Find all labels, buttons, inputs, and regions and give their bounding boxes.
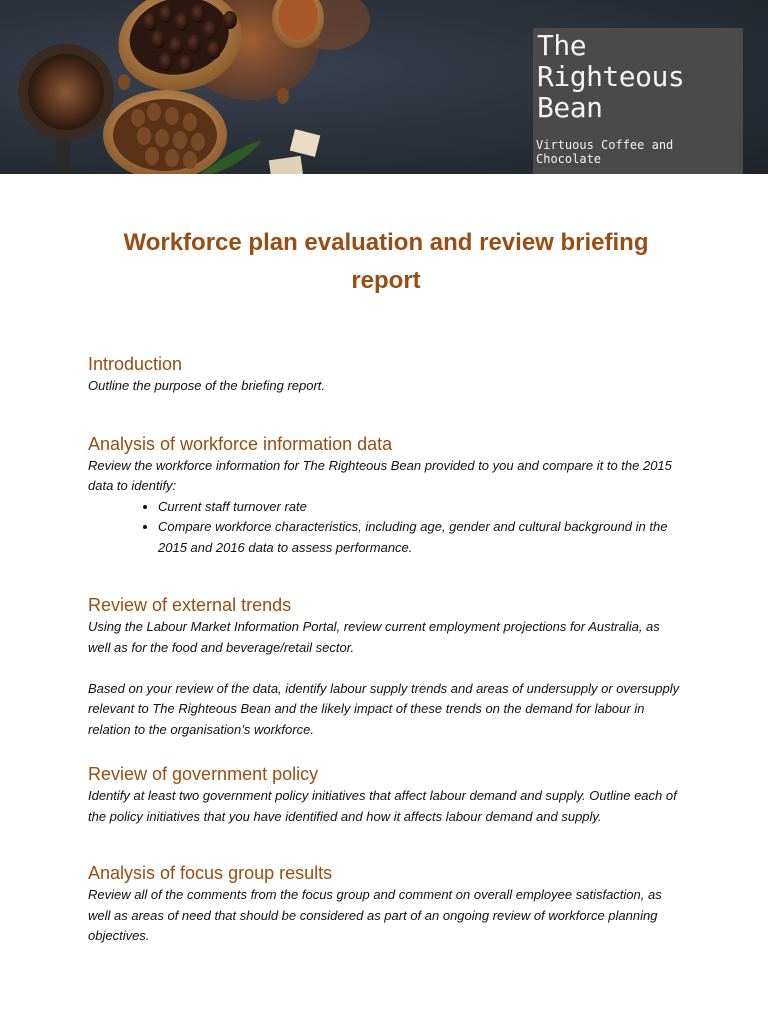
section-heading: Review of government policy	[88, 764, 319, 784]
section-text: Using the Labour Market Information Portal, review current employment projections for Australia, as well as for the food and beverage/retail sector.	[88, 619, 660, 655]
document-title: Workforce plan evaluation and review briefing report	[123, 229, 649, 294]
section-heading: Introduction	[88, 354, 183, 374]
section-text: Outline the purpose of the briefing report.	[88, 378, 326, 393]
bullet-list	[88, 497, 684, 559]
header-banner	[0, 0, 768, 174]
section-text: Review all of the comments from the focus group and comment on overall employee satisfaction, as well as areas of need that should be considered as part of an ongoing review of workforce planning objectives.	[88, 887, 662, 943]
section-introduction	[88, 352, 684, 397]
brand-title: The Righteous Bean	[537, 29, 685, 124]
section-text: Identify at least two government policy initiatives that affect labour demand and supply. Outline each of the policy initiatives that you have identified and how it affects labour demand and supply.	[88, 788, 677, 824]
section-analysis	[88, 432, 684, 559]
brand-subtitle: Virtuous Coffee and Chocolate	[536, 138, 674, 166]
list-item: • Compare workforce characteristics, including age, gender and cultural background in the 2015 and 2016 data to assess performance.	[158, 517, 684, 558]
section-heading: Review of external trends	[88, 595, 292, 615]
section-text: Review the workforce information for The Righteous Bean provided to you and compare it to the 2015 data to identify:	[88, 457, 672, 493]
section-trends	[88, 593, 684, 740]
section-text: Based on your review of the data, identify labour supply trends and areas of undersupply or oversupply relevant to The Righteous Bean and the likely impact of these trends on the demand for labour in relation to the organisation’s workforce.	[88, 680, 680, 737]
section-focus-group	[88, 861, 684, 947]
document-body	[0, 224, 768, 947]
section-heading: Analysis of focus group results	[88, 863, 333, 883]
list-item: • Current staff turnover rate	[158, 497, 684, 518]
brand-box	[533, 28, 743, 174]
section-heading: Analysis of workforce information data	[88, 433, 393, 454]
section-policy	[88, 762, 684, 827]
